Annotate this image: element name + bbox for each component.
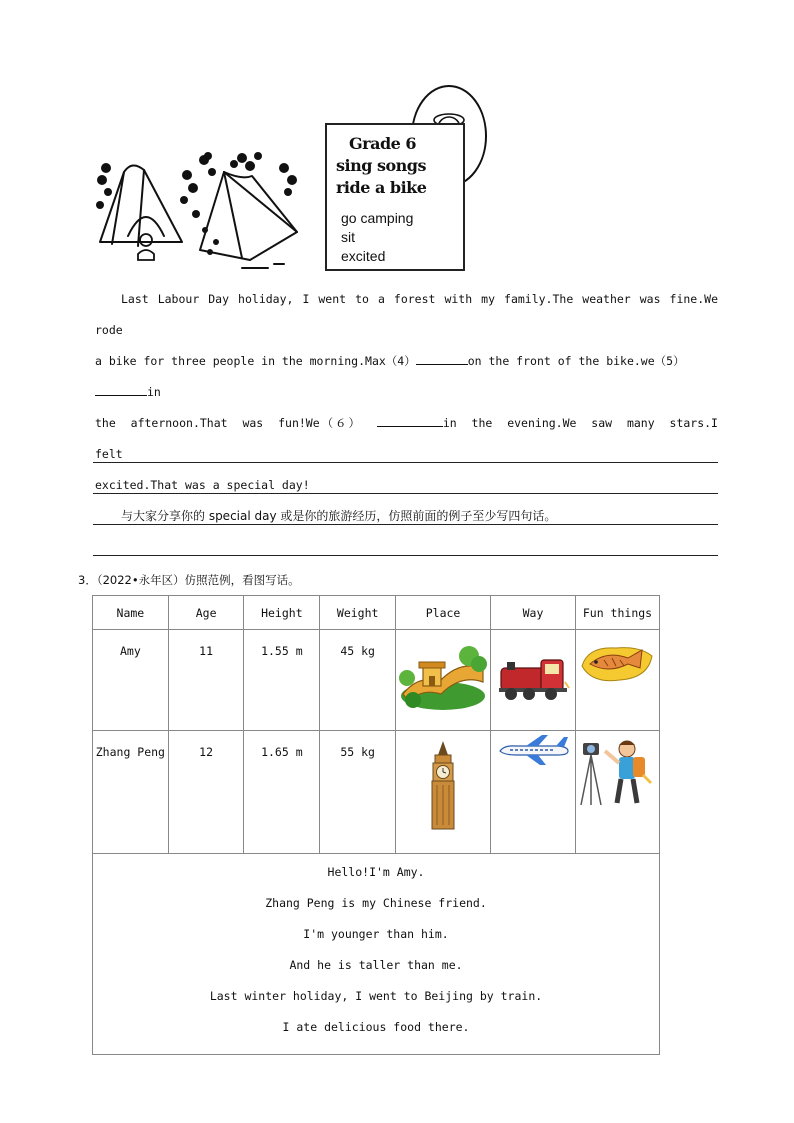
passage-line-1: Last Labour Day holiday, I went to a forest with my family.The weather was fine.We rode — [95, 292, 718, 337]
header-place: Place — [396, 596, 491, 630]
passage-line-3: the afternoon.That was fun!We（６） in the evening.We saw many stars.I felt — [95, 416, 718, 461]
header-age: Age — [168, 596, 244, 630]
writing-line-1[interactable] — [93, 462, 718, 463]
cell-fun-things — [575, 630, 659, 731]
model-line: I ate delicious food there. — [282, 1020, 470, 1034]
cell-height: 1.55 m — [244, 630, 320, 731]
model-line: Zhang Peng is my Chinese friend. — [265, 896, 487, 910]
airplane-icon — [496, 733, 570, 767]
big-ben-icon — [426, 741, 460, 831]
writing-line-4[interactable] — [93, 555, 718, 556]
note-grade: Grade 6 — [349, 134, 417, 153]
model-text-row — [93, 854, 660, 1055]
photographer-icon — [577, 735, 657, 809]
camping-tent-illustration — [92, 150, 304, 272]
great-wall-icon — [399, 638, 487, 712]
header-weight: Weight — [320, 596, 396, 630]
header-height: Height — [244, 596, 320, 630]
passage-line-2: a bike for three people in the morning.Max（4） on the front of the bike.we（5）in — [95, 354, 685, 399]
cell-name: Zhang Peng — [93, 731, 169, 854]
header-fun-things: Fun things — [575, 596, 659, 630]
table-row — [93, 731, 660, 854]
cell-weight: 55 kg — [320, 731, 396, 854]
passage — [95, 284, 718, 532]
question-3-heading — [78, 572, 300, 588]
blank-5[interactable] — [95, 383, 147, 396]
cell-place — [396, 630, 491, 731]
question-number: 3． — [78, 573, 97, 587]
table-row — [93, 630, 660, 731]
cell-place — [396, 731, 491, 854]
cell-age: 12 — [168, 731, 244, 854]
writing-line-2[interactable] — [93, 493, 718, 494]
cell-way — [491, 731, 576, 854]
note-hint-1: go camping — [341, 210, 414, 226]
instruction: 与大家分享你的 special day 或是你的旅游经历，仿照前面的例子至少写四句话。 — [121, 509, 557, 523]
header-way: Way — [491, 596, 576, 630]
note-activity-1: sing songs — [336, 156, 426, 175]
question-prompt: （2022•永年区）仿照范例，看图写话。 — [96, 573, 300, 587]
table-header-row — [93, 596, 660, 630]
note-activity-2: ride a bike — [336, 178, 427, 197]
header-name: Name — [93, 596, 169, 630]
grade-note-box — [325, 123, 465, 271]
note-hint-2: sit — [341, 229, 355, 245]
cell-name: Amy — [93, 630, 169, 731]
cell-age: 11 — [168, 630, 244, 731]
model-line: Last winter holiday, I went to Beijing by train. — [209, 989, 543, 1003]
cell-fun-things — [575, 731, 659, 854]
blank-4[interactable] — [416, 352, 468, 365]
cell-weight: 45 kg — [320, 630, 396, 731]
passage-line-4: excited.That was a special day! — [95, 478, 310, 492]
blank-6[interactable] — [377, 414, 443, 427]
model-line: I'm younger than him. — [303, 927, 449, 941]
cell-height: 1.65 m — [244, 731, 320, 854]
model-line: Hello!I'm Amy. — [327, 865, 425, 879]
cell-way — [491, 630, 576, 731]
model-text-cell — [93, 854, 660, 1055]
model-line: And he is taller than me. — [289, 958, 463, 972]
writing-line-3[interactable] — [93, 524, 718, 525]
train-icon — [495, 652, 571, 702]
info-table — [92, 595, 660, 1055]
note-hint-3: excited — [341, 248, 386, 264]
fish-food-icon — [578, 638, 656, 686]
